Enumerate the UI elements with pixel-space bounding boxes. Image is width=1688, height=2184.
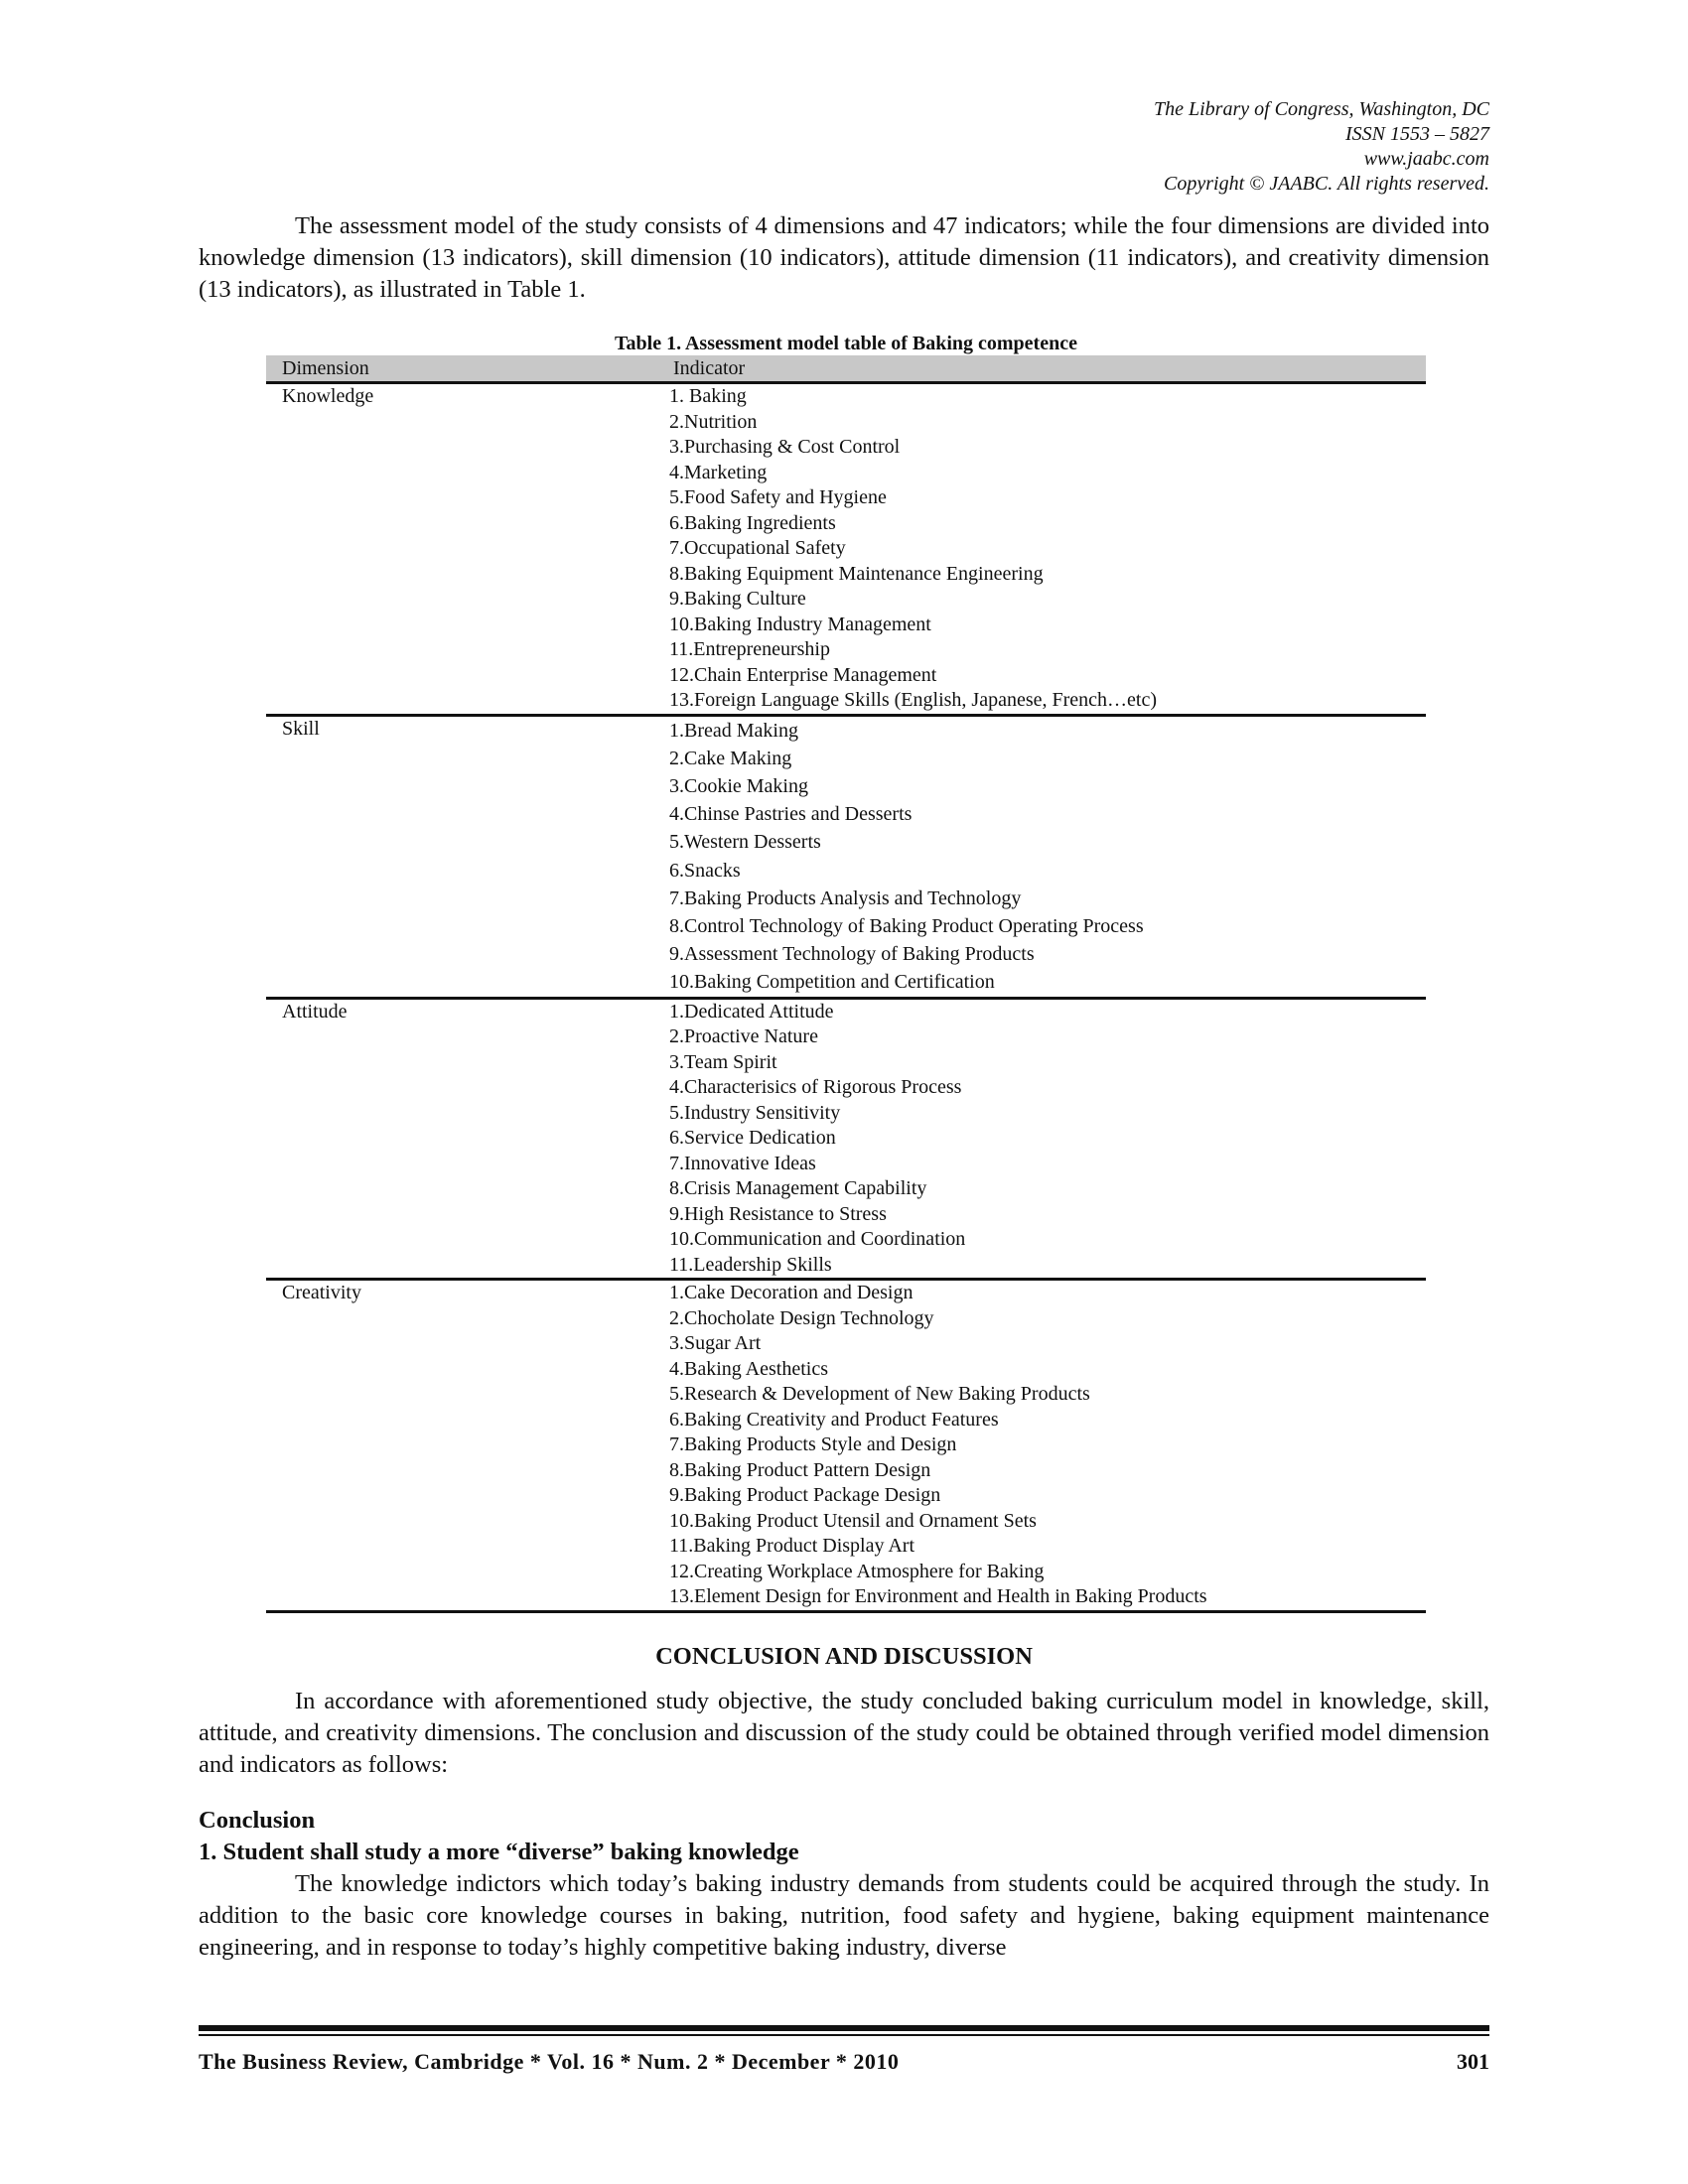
indicator-item: 1.Bread Making (669, 719, 798, 742)
intro-paragraph: The assessment model of the study consists of 4 dimensions and 47 indicators; while the four dimensions are divided into knowledge dimension (13 indicators), skill dimension (10 indicators), attitude dimension (11 indicators), and creativity dimension (13 indicators), as illustrated in Table 1. (199, 212, 1489, 303)
indicator-item: 8.Baking Equipment Maintenance Engineering (669, 562, 1044, 585)
indicator-item: 2.Proactive Nature (669, 1025, 818, 1048)
indicator-item: 3.Purchasing & Cost Control (669, 436, 901, 458)
indicator-item: 5.Food Safety and Hygiene (669, 486, 887, 508)
indicator-item: 7.Baking Products Style and Design (669, 1433, 957, 1456)
subheading-conclusion: Conclusion (199, 1807, 316, 1834)
table-title: Table 1. Assessment model table of Baking competence (615, 333, 1077, 354)
indicator-item: 1.Dedicated Attitude (669, 1000, 834, 1023)
indicator-item: 8.Crisis Management Capability (669, 1177, 927, 1200)
indicator-item: 12.Creating Workplace Atmosphere for Baking (669, 1560, 1045, 1582)
page-footer (199, 2048, 1489, 2076)
indicator-item: 5.Industry Sensitivity (669, 1101, 841, 1124)
indicator-item: 10.Baking Product Utensil and Ornament Sets (669, 1509, 1037, 1532)
indicator-item: 13.Element Design for Environment and Health in Baking Products (669, 1585, 1207, 1608)
header-line-website: www.jaabc.com (1363, 148, 1489, 170)
indicator-item: 10.Baking Industry Management (669, 613, 931, 635)
indicator-item: 4.Characterisics of Rigorous Process (669, 1076, 962, 1099)
dimension-label: Skill (282, 717, 320, 740)
indicator-item: 5.Western Desserts (669, 831, 821, 854)
indicator-item: 3.Team Spirit (669, 1050, 777, 1073)
indicator-item: 1. Baking (669, 385, 747, 407)
conclusion-intro-paragraph: In accordance with aforementioned study objective, the study concluded baking curriculum model in knowledge, skill, attitude, and creativity dimensions. The conclusion and discussion of the study could be obtained through verified model dimension and indicators as follows: (199, 1688, 1489, 1778)
dimension-label: Knowledge (282, 385, 374, 407)
indicator-item: 3.Cookie Making (669, 774, 808, 797)
indicator-item: 7.Innovative Ideas (669, 1152, 816, 1174)
indicator-item: 4.Marketing (669, 461, 768, 483)
table-header-dimension: Dimension (282, 357, 369, 379)
header-line-issn: ISSN 1553 – 5827 (1345, 123, 1489, 145)
indicator-list (657, 1000, 1426, 1279)
subheading-diverse-knowledge: 1. Student shall study a more “diverse” baking knowledge (199, 1839, 799, 1865)
indicator-item: 6.Baking Creativity and Product Features (669, 1408, 999, 1431)
indicator-item: 11.Baking Product Display Art (669, 1535, 915, 1558)
footer-rule-thick (199, 2025, 1489, 2031)
indicator-item: 6.Service Dedication (669, 1127, 836, 1150)
section-heading: CONCLUSION AND DISCUSSION (655, 1643, 1033, 1670)
dimension-label: Creativity (282, 1282, 361, 1304)
table-group-creativity (266, 1281, 1426, 1613)
indicator-item: 3.Sugar Art (669, 1332, 762, 1355)
indicator-item: 8.Baking Product Pattern Design (669, 1458, 931, 1481)
header-line-library: The Library of Congress, Washington, DC (1153, 98, 1489, 120)
table-group-knowledge (266, 384, 1426, 717)
indicator-item: 8.Control Technology of Baking Product Operating Process (669, 914, 1144, 937)
indicator-item: 12.Chain Enterprise Management (669, 663, 937, 686)
indicator-list (657, 1281, 1426, 1610)
indicator-item: 10.Baking Competition and Certification (669, 971, 995, 994)
indicator-item: 11.Entrepreneurship (669, 638, 830, 660)
indicator-item: 6.Snacks (669, 859, 741, 882)
journal-header (794, 97, 1489, 197)
indicator-list (657, 717, 1426, 997)
indicator-item: 9.Baking Product Package Design (669, 1484, 941, 1507)
indicator-item: 4.Chinse Pastries and Desserts (669, 803, 913, 826)
indicator-list (657, 384, 1426, 714)
indicator-item: 7.Occupational Safety (669, 537, 846, 559)
indicator-item: 9.Baking Culture (669, 588, 806, 610)
indicator-item: 2.Nutrition (669, 410, 758, 433)
indicator-item: 1.Cake Decoration and Design (669, 1282, 914, 1304)
knowledge-paragraph: The knowledge indictors which today’s baking industry demands from students could be acquired through the study. In addition to the basic core knowledge courses in baking, nutrition, food safety and hygiene, baking equipment maintenance engineering, and in response to today’s highly competitive baking industry, diverse (199, 1870, 1489, 1961)
table-group-attitude (266, 1000, 1426, 1282)
footer-rule-thin (199, 2034, 1489, 2036)
indicator-item: 4.Baking Aesthetics (669, 1357, 828, 1380)
indicator-item: 5.Research & Development of New Baking Products (669, 1383, 1090, 1406)
table-group-skill (266, 717, 1426, 1000)
header-line-copyright: Copyright © JAABC. All rights reserved. (1164, 173, 1489, 195)
page-number: 301 (1457, 2049, 1489, 2074)
indicator-item: 9.High Resistance to Stress (669, 1202, 887, 1225)
indicator-item: 10.Communication and Coordination (669, 1228, 966, 1251)
indicator-item: 2.Chocholate Design Technology (669, 1306, 934, 1329)
table-header-indicator: Indicator (673, 357, 746, 379)
footer-journal: The Business Review, Cambridge * Vol. 16 * Num. 2 * December * 2010 (199, 2049, 900, 2074)
indicator-item: 6.Baking Ingredients (669, 511, 836, 534)
indicator-item: 11.Leadership Skills (669, 1253, 832, 1276)
indicator-item: 7.Baking Products Analysis and Technology (669, 887, 1022, 909)
indicator-item: 13.Foreign Language Skills (English, Japanese, French…etc) (669, 689, 1157, 711)
indicator-item: 9.Assessment Technology of Baking Products (669, 943, 1035, 966)
indicator-item: 2.Cake Making (669, 747, 792, 769)
dimension-label: Attitude (282, 1000, 348, 1023)
assessment-table (266, 355, 1426, 1613)
table-header-row (266, 355, 1426, 384)
